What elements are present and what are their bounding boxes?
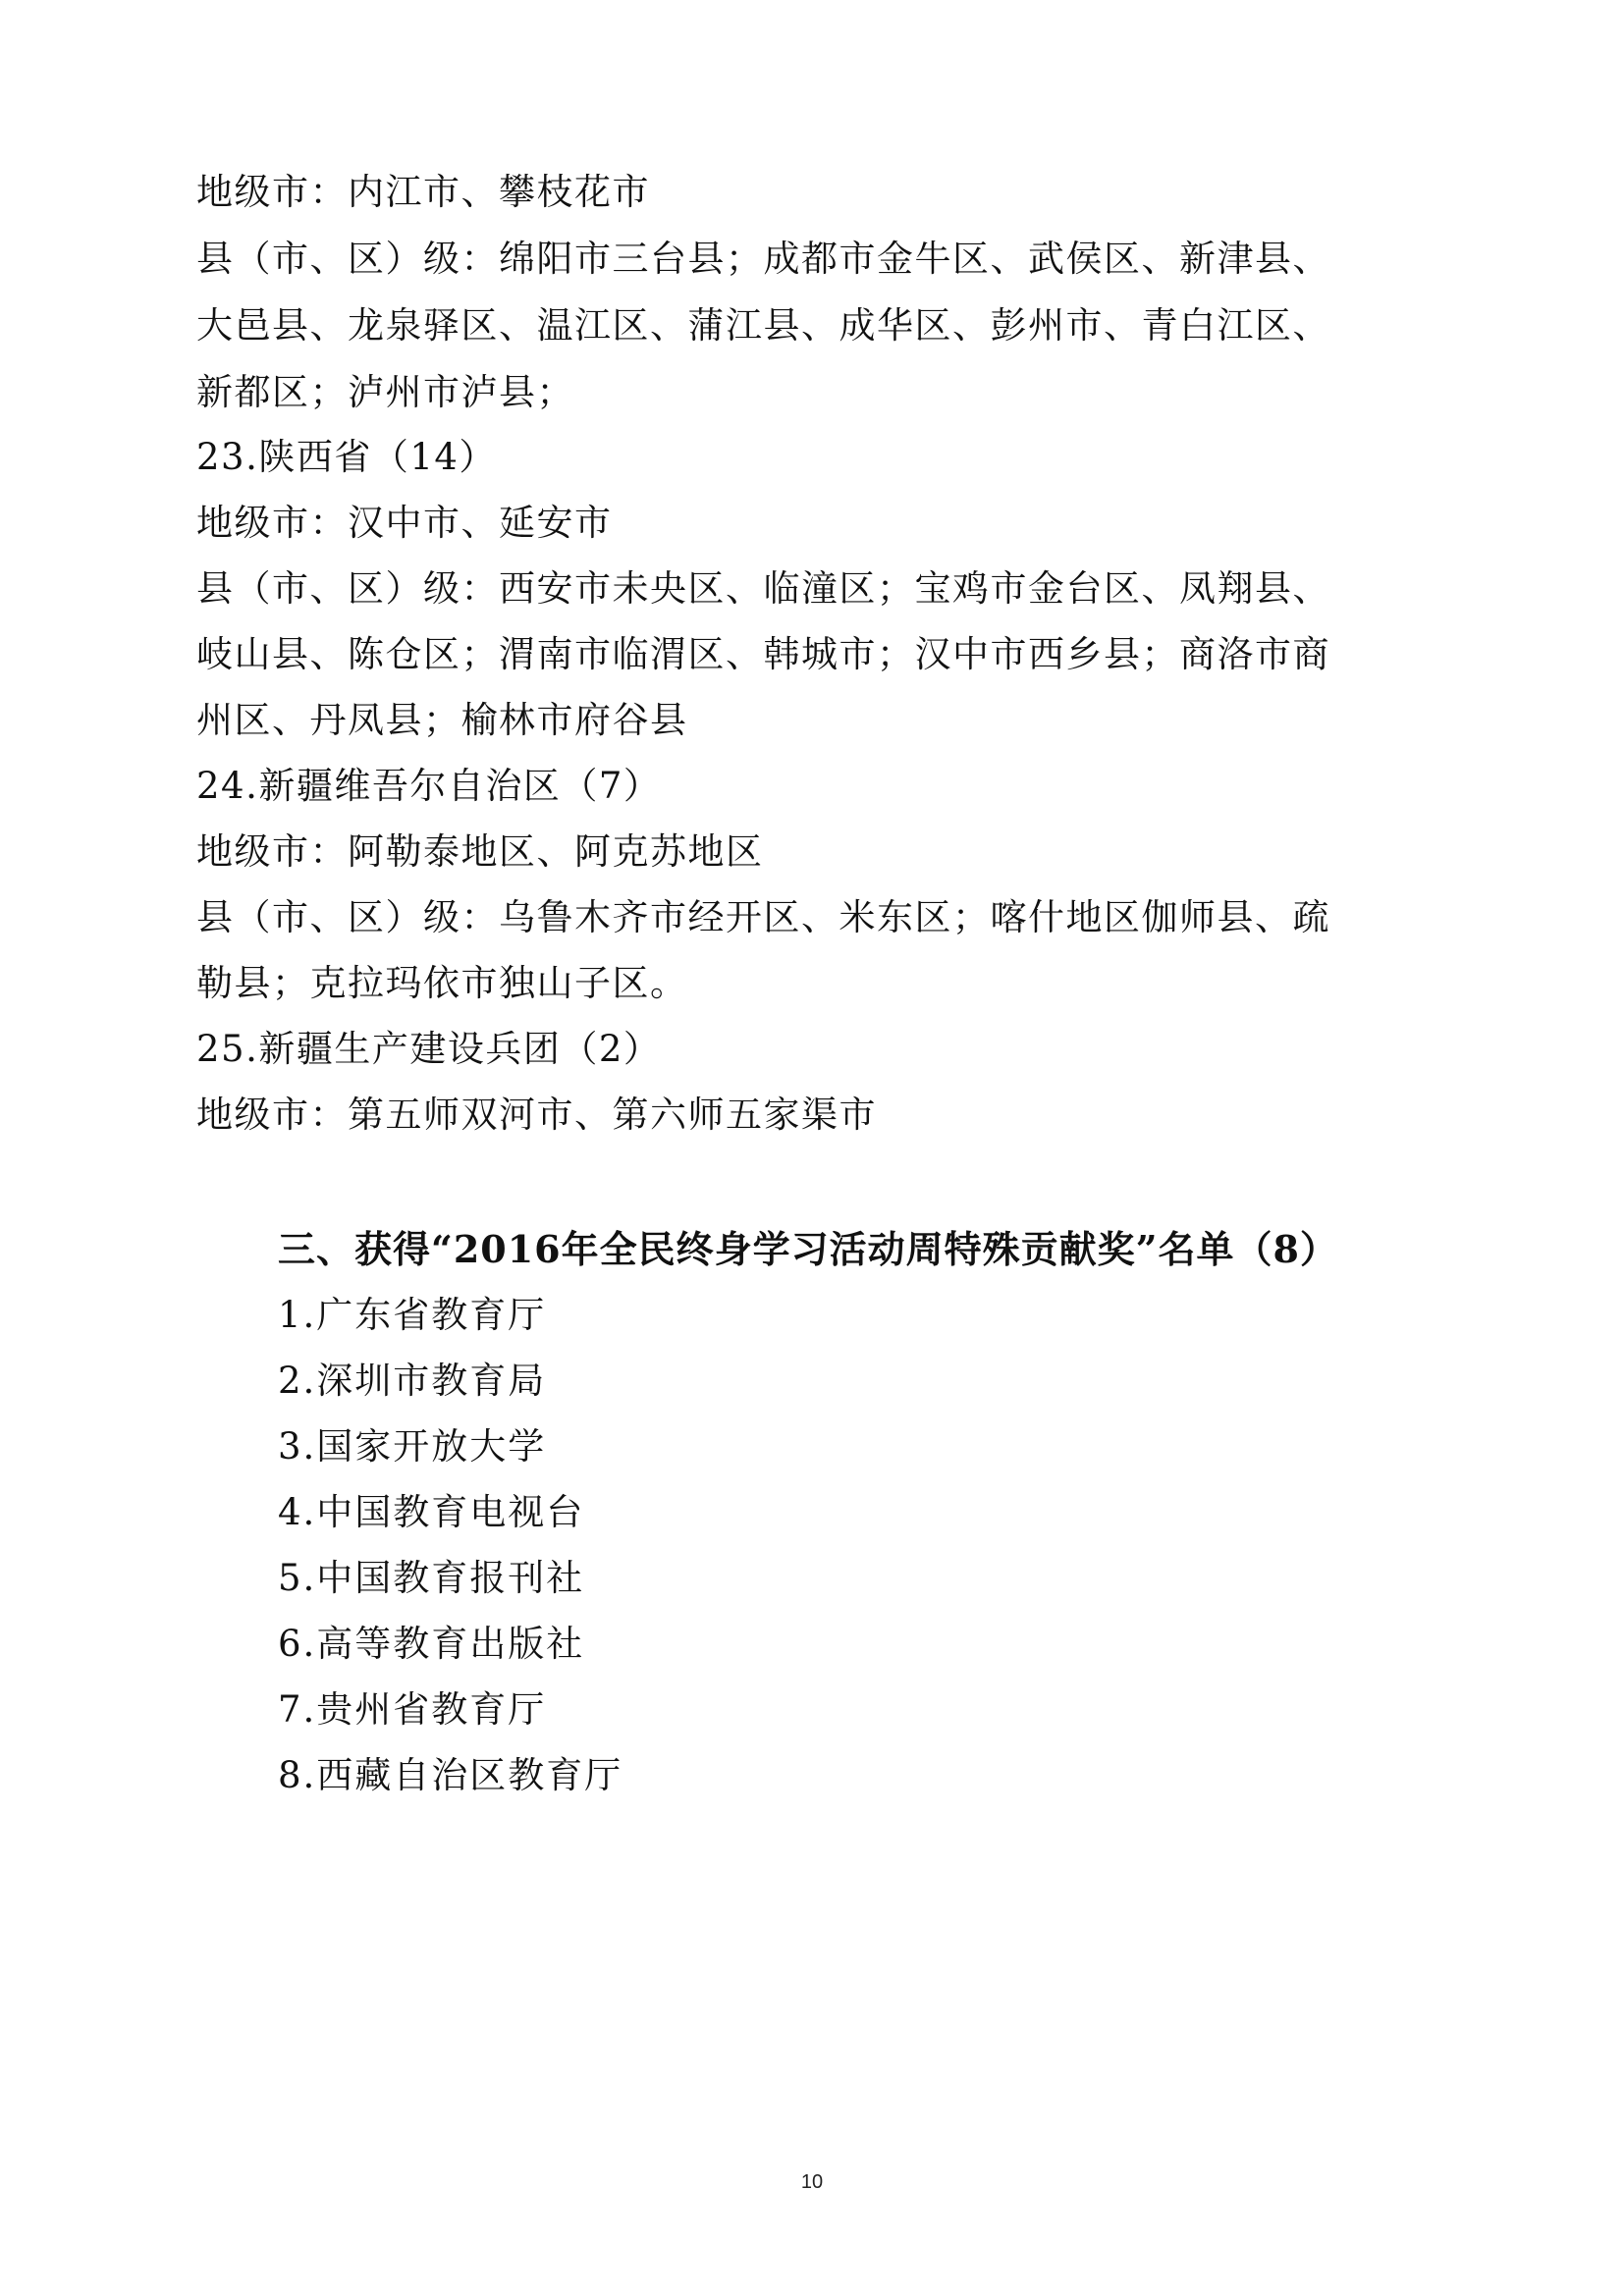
text-line: 24.新疆维吾尔自治区（7） xyxy=(196,765,662,807)
text-line: 岐山县、陈仓区；渭南市临渭区、韩城市；汉中市西乡县；商洛市商 xyxy=(196,633,1330,675)
text-line: 县（市、区）级：西安市未央区、临潼区；宝鸡市金台区、凤翔县、 xyxy=(196,567,1330,610)
list-item: 5.中国教育报刊社 xyxy=(278,1557,585,1599)
list-item: 6.高等教育出版社 xyxy=(278,1623,585,1665)
text-line: 地级市：阿勒泰地区、阿克苏地区 xyxy=(196,830,764,873)
text-line: 县（市、区）级：绵阳市三台县；成都市金牛区、武侯区、新津县、 xyxy=(196,238,1330,280)
list-item: 7.贵州省教育厅 xyxy=(278,1688,547,1731)
text-line: 州区、丹凤县；榆林市府谷县 xyxy=(196,699,688,741)
text-line: 地级市：内江市、攀枝花市 xyxy=(196,171,650,213)
text-line: 地级市：汉中市、延安市 xyxy=(196,502,613,544)
text-line: 新都区；泸州市泸县； xyxy=(196,371,574,413)
text-line: 县（市、区）级：乌鲁木齐市经开区、米东区；喀什地区伽师县、疏 xyxy=(196,896,1330,938)
list-item: 1.广东省教育厅 xyxy=(278,1294,547,1336)
list-item: 8.西藏自治区教育厅 xyxy=(278,1754,623,1796)
text-line: 地级市：第五师双河市、第六师五家渠市 xyxy=(196,1094,877,1136)
text-line: 25.新疆生产建设兵团（2） xyxy=(196,1028,662,1070)
text-line: 大邑县、龙泉驿区、温江区、蒲江县、成华区、彭州市、青白江区、 xyxy=(196,304,1330,347)
list-item: 4.中国教育电视台 xyxy=(278,1491,585,1533)
list-item: 3.国家开放大学 xyxy=(278,1425,547,1468)
list-item: 2.深圳市教育局 xyxy=(278,1360,547,1402)
page-number: 10 xyxy=(800,2171,824,2193)
text-line: 勒县；克拉玛依市独山子区。 xyxy=(196,962,688,1004)
section-heading: 三、获得“2016年全民终身学习活动周特殊贡献奖”名单（8） xyxy=(278,1227,1338,1271)
text-line: 23.陕西省（14） xyxy=(196,436,497,478)
